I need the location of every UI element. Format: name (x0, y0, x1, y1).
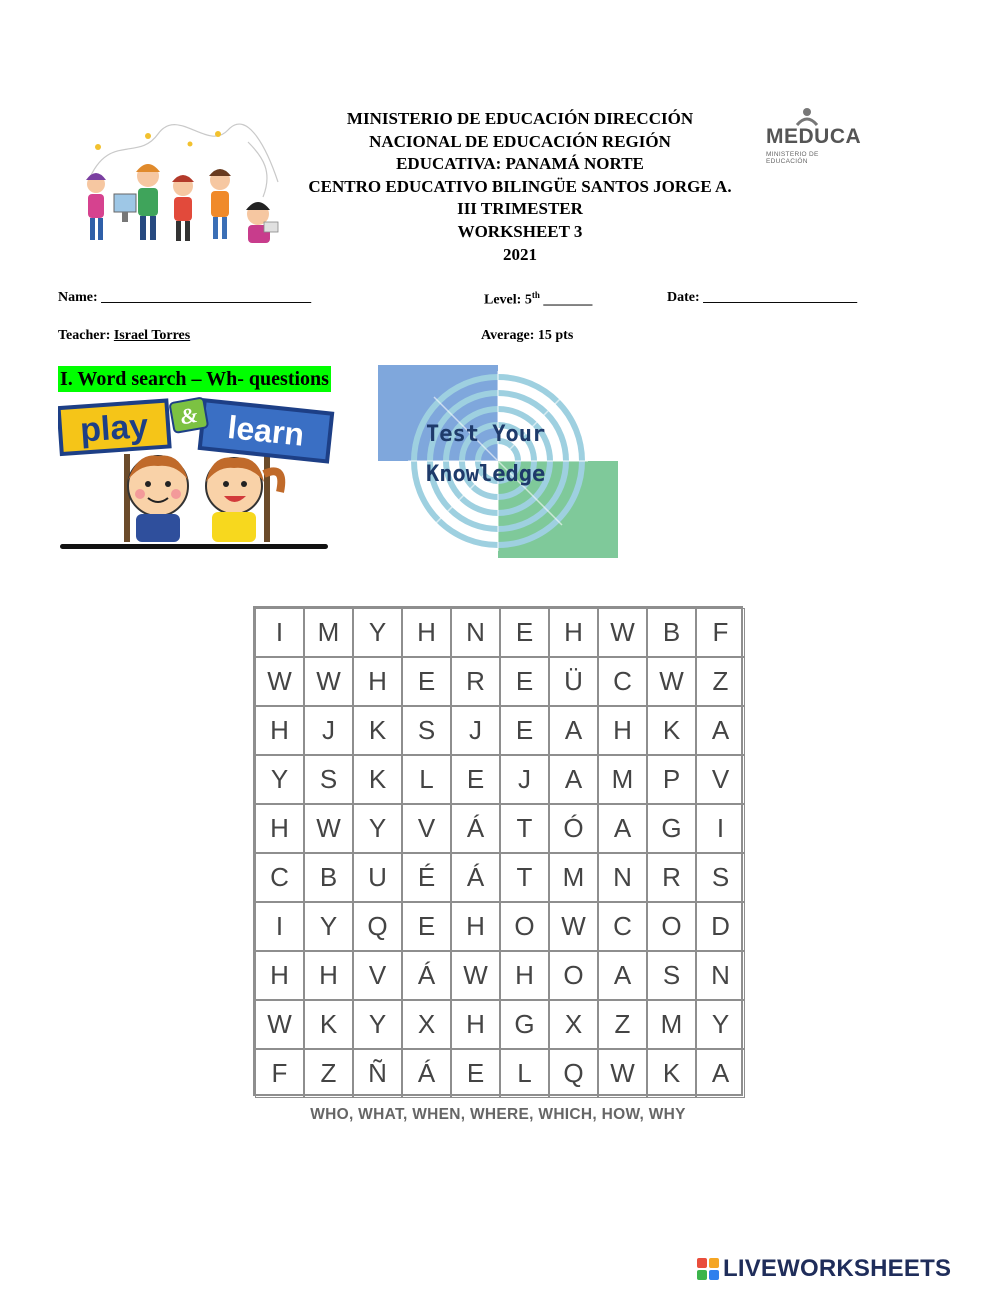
grid-cell[interactable]: C (598, 657, 647, 706)
name-field (58, 290, 311, 306)
grid-cell[interactable]: M (304, 608, 353, 657)
grid-cell[interactable]: E (500, 706, 549, 755)
grid-cell[interactable]: Q (353, 902, 402, 951)
grid-cell[interactable]: G (500, 1000, 549, 1049)
grid-cell[interactable]: B (304, 853, 353, 902)
grid-cell[interactable]: N (451, 608, 500, 657)
grid-cell[interactable]: Z (304, 1049, 353, 1098)
grid-cell[interactable]: L (500, 1049, 549, 1098)
grid-cell[interactable]: Y (353, 804, 402, 853)
header-line-6: WORKSHEET 3 (457, 221, 583, 241)
header-line-4: CENTRO EDUCATIVO BILINGÜE SANTOS JORGE A. (308, 176, 732, 196)
grid-cell[interactable]: T (500, 853, 549, 902)
and-symbol: & (178, 401, 200, 430)
grid-cell[interactable]: X (549, 1000, 598, 1049)
meduca-logo (762, 107, 862, 165)
grid-cell[interactable]: H (255, 804, 304, 853)
date-blank[interactable]: ______________________ (703, 290, 858, 305)
grid-cell[interactable]: H (255, 706, 304, 755)
grid-cell[interactable]: H (402, 608, 451, 657)
grid-cell[interactable]: É (402, 853, 451, 902)
liveworksheets-brand (697, 1255, 951, 1283)
grid-cell[interactable]: K (353, 755, 402, 804)
word-list: WHO, WHAT, WHEN, WHERE, WHICH, HOW, WHY (310, 1106, 686, 1123)
grid-cell[interactable]: A (549, 706, 598, 755)
grid-cell[interactable]: W (647, 657, 696, 706)
grid-cell[interactable]: I (255, 902, 304, 951)
grid-cell[interactable]: K (353, 706, 402, 755)
date-field (667, 290, 857, 306)
grid-cell[interactable]: V (402, 804, 451, 853)
play-word: play (78, 406, 150, 450)
grid-cell[interactable]: Ó (549, 804, 598, 853)
date-label: Date: (667, 290, 700, 305)
teacher-label: Teacher: (58, 328, 111, 343)
grid-cell[interactable]: J (500, 755, 549, 804)
grid-cell[interactable]: J (451, 706, 500, 755)
grid-cell[interactable]: K (647, 1049, 696, 1098)
grid-cell[interactable]: K (647, 706, 696, 755)
meduca-subtitle: MINISTERIO DE EDUCACIÓN (766, 151, 819, 165)
grid-cell[interactable]: H (451, 902, 500, 951)
grid-cell[interactable]: O (500, 902, 549, 951)
grid-cell[interactable]: Y (696, 1000, 745, 1049)
teacher-name: Israel Torres (113, 328, 191, 343)
grid-cell[interactable]: H (598, 706, 647, 755)
grid-cell[interactable]: L (402, 755, 451, 804)
grid-cell[interactable]: A (598, 804, 647, 853)
grid-cell[interactable]: A (598, 951, 647, 1000)
grid-cell[interactable]: E (402, 902, 451, 951)
grid-cell[interactable]: C (598, 902, 647, 951)
grid-cell[interactable]: W (598, 1049, 647, 1098)
grid-cell[interactable]: B (647, 608, 696, 657)
grid-cell[interactable]: E (402, 657, 451, 706)
grid-cell[interactable]: H (451, 1000, 500, 1049)
brand-block (709, 1258, 719, 1268)
grid-cell[interactable]: S (402, 706, 451, 755)
section-title: I. Word search – Wh- questions (60, 368, 329, 390)
header-line-5: III TRIMESTER (457, 199, 583, 219)
grid-cell[interactable]: Z (696, 657, 745, 706)
grid-cell[interactable]: H (304, 951, 353, 1000)
header-line-7: 2021 (503, 244, 537, 264)
grid-cell[interactable]: Y (353, 1000, 402, 1049)
grid-cell[interactable]: C (255, 853, 304, 902)
grid-cell[interactable]: R (451, 657, 500, 706)
meduca-title: MEDUCA (766, 125, 862, 148)
grid-cell[interactable]: W (598, 608, 647, 657)
grid-cell[interactable]: H (353, 657, 402, 706)
grid-cell[interactable]: Ü (549, 657, 598, 706)
level-field (484, 290, 592, 309)
grid-cell[interactable]: W (549, 902, 598, 951)
grid-cell[interactable]: Y (304, 902, 353, 951)
brand-text: LIVEWORKSHEETS (723, 1255, 952, 1282)
brand-block (709, 1270, 719, 1280)
grid-cell[interactable]: W (255, 1000, 304, 1049)
grid-cell[interactable]: G (647, 804, 696, 853)
level-suffix: th (531, 290, 540, 300)
grid-cell[interactable]: N (696, 951, 745, 1000)
grid-cell[interactable]: Z (598, 1000, 647, 1049)
grid-cell[interactable]: T (500, 804, 549, 853)
grid-cell[interactable]: H (549, 608, 598, 657)
brand-block (697, 1270, 707, 1280)
name-blank[interactable]: ______________________________ (101, 290, 312, 305)
grid-cell[interactable]: I (255, 608, 304, 657)
grid-cell[interactable]: E (500, 608, 549, 657)
grid-cell[interactable]: A (696, 706, 745, 755)
grid-cell[interactable]: I (696, 804, 745, 853)
grid-cell[interactable]: H (255, 951, 304, 1000)
grid-cell[interactable]: Á (451, 804, 500, 853)
grid-cell[interactable]: A (696, 1049, 745, 1098)
test-line-2: Knowledge (426, 462, 546, 487)
grid-cell[interactable]: E (500, 657, 549, 706)
grid-cell[interactable]: S (696, 853, 745, 902)
word-search-grid (253, 606, 743, 1096)
brand-block (697, 1258, 707, 1268)
grid-cell[interactable]: J (304, 706, 353, 755)
grid-cell[interactable]: Ñ (353, 1049, 402, 1098)
grid-cell[interactable]: S (647, 951, 696, 1000)
grid-cell[interactable]: A (549, 755, 598, 804)
grid-cell[interactable]: N (598, 853, 647, 902)
grid-cell[interactable]: O (549, 951, 598, 1000)
grid-cell[interactable]: R (647, 853, 696, 902)
meduca-figure-icon (792, 107, 822, 127)
grid-cell[interactable]: E (451, 755, 500, 804)
grid-cell[interactable]: Á (402, 1049, 451, 1098)
play-learn-illustration (58, 394, 338, 554)
grid-cell[interactable]: F (696, 608, 745, 657)
header-line-2: NACIONAL DE EDUCACIÓN REGIÓN (369, 131, 671, 151)
grid-cell[interactable]: Á (402, 951, 451, 1000)
level-label: Level: 5 (484, 292, 532, 308)
grid-cell[interactable]: M (598, 755, 647, 804)
header-line-3: EDUCATIVA: PANAMÁ NORTE (396, 154, 644, 174)
grid-cell[interactable]: Q (549, 1049, 598, 1098)
grid-cell[interactable]: D (696, 902, 745, 951)
grid-cell[interactable]: S (304, 755, 353, 804)
grid-cell[interactable]: H (500, 951, 549, 1000)
grid-cell[interactable]: V (353, 951, 402, 1000)
grid-cell[interactable]: Y (255, 755, 304, 804)
grid-cell[interactable]: P (647, 755, 696, 804)
grid-cell[interactable]: K (304, 1000, 353, 1049)
grid-cell[interactable]: O (647, 902, 696, 951)
grid-cell[interactable]: W (451, 951, 500, 1000)
grid-cell[interactable]: M (549, 853, 598, 902)
grid-cell[interactable]: Á (451, 853, 500, 902)
average-text: Average: 15 pts (481, 328, 574, 343)
header-line-1: MINISTERIO DE EDUCACIÓN DIRECCIÓN (346, 109, 694, 128)
grid-cell[interactable]: X (402, 1000, 451, 1049)
brand-blocks-icon (697, 1258, 719, 1280)
grid-cell[interactable]: Y (353, 608, 402, 657)
grid-cell[interactable]: W (304, 804, 353, 853)
test-knowledge-illustration (378, 365, 618, 558)
level-blank[interactable]: _______ (543, 292, 593, 308)
grid-cell[interactable]: U (353, 853, 402, 902)
grid-cell[interactable]: F (255, 1049, 304, 1098)
grid-cell[interactable]: W (255, 657, 304, 706)
learn-word: learn (226, 408, 306, 453)
grid-cell[interactable]: M (647, 1000, 696, 1049)
test-line-1: Test Your (426, 422, 546, 447)
teacher-field (58, 328, 190, 344)
grid-cell[interactable]: W (304, 657, 353, 706)
grid-cell[interactable]: E (451, 1049, 500, 1098)
grid-cell[interactable]: V (696, 755, 745, 804)
name-label: Name: (58, 290, 98, 305)
school-header (250, 108, 790, 266)
